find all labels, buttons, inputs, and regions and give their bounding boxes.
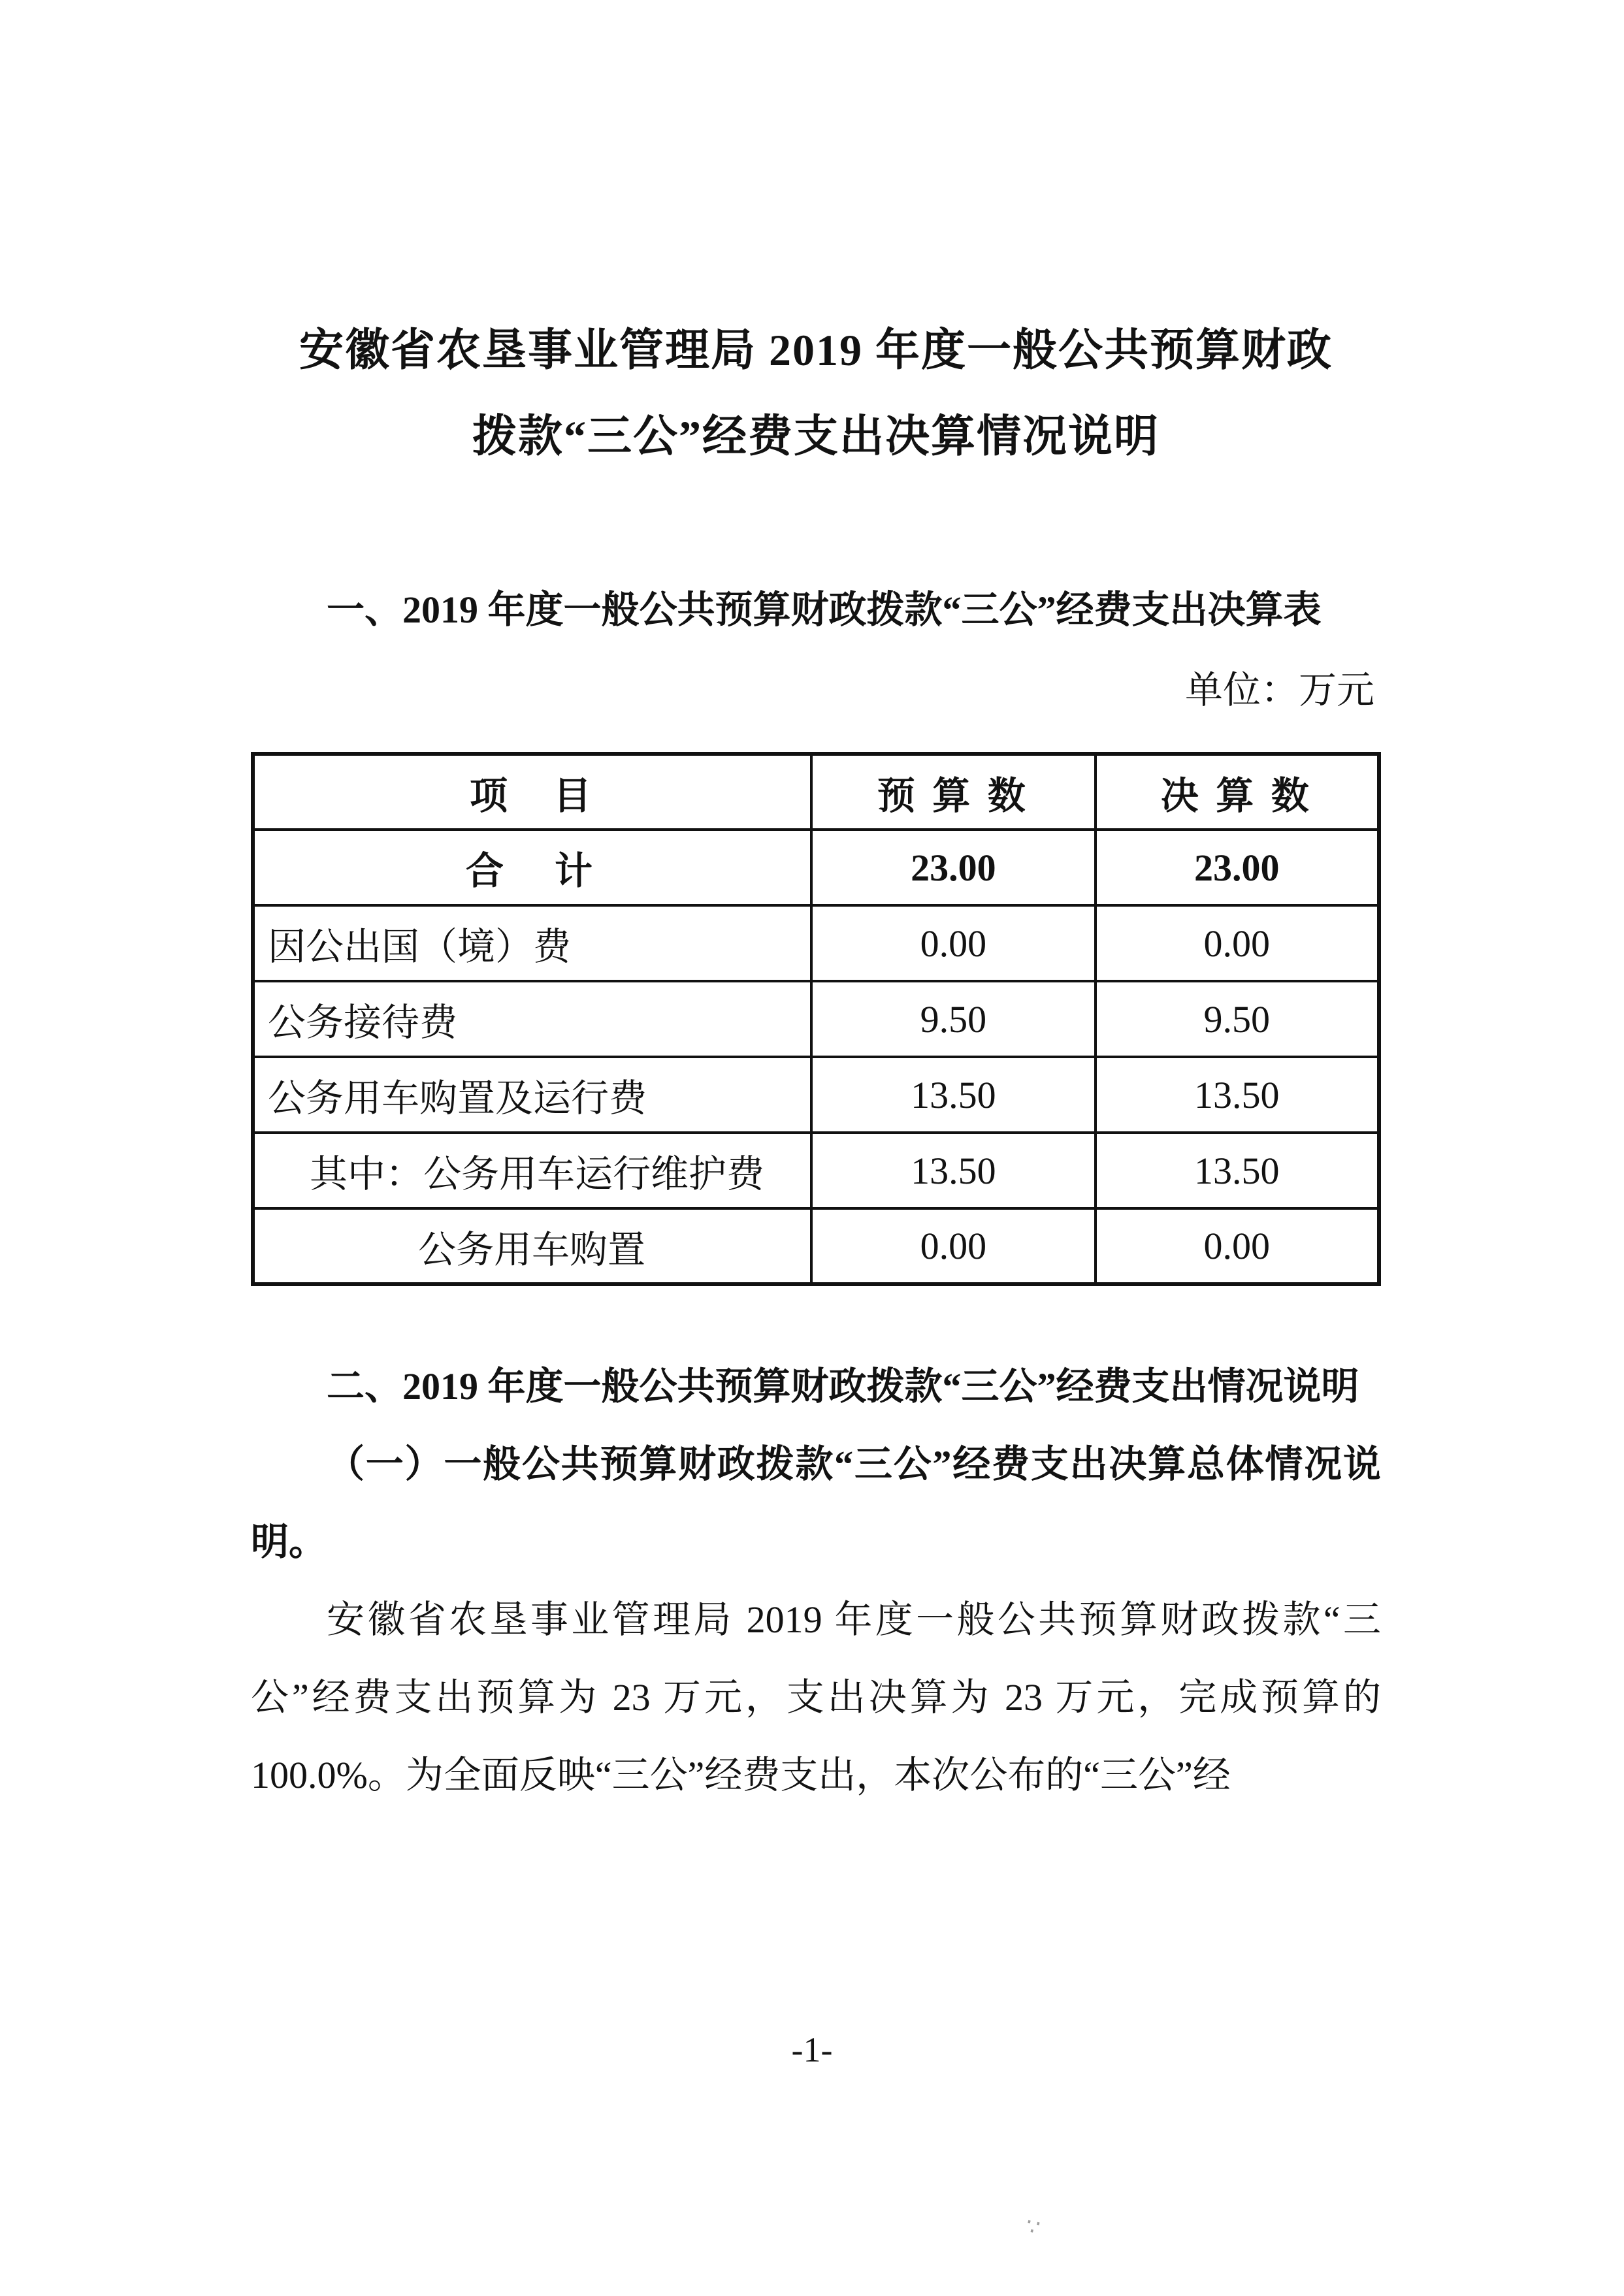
table-row-vehicle-operation	[253, 1133, 1379, 1208]
row-budget-value: 23.00	[811, 830, 1095, 905]
row-final-value: 13.50	[1096, 1133, 1379, 1208]
row-final-value: 0.00	[1096, 1208, 1379, 1284]
title-line-1: 安徽省农垦事业管理局 2019 年度一般公共预算财政	[299, 325, 1333, 375]
row-budget-value: 0.00	[811, 1208, 1095, 1284]
row-budget-value: 13.50	[811, 1057, 1095, 1133]
section1-heading: 一、2019 年度一般公共预算财政拨款“三公”经费支出决算表	[327, 589, 1322, 631]
table-row-abroad	[253, 905, 1379, 981]
budget-table	[251, 752, 1381, 1286]
row-item-label: 因公出国（境）费	[253, 905, 811, 981]
row-item-label: 合 计	[253, 830, 811, 905]
row-final-value: 23.00	[1096, 830, 1379, 905]
row-item-label: 公务用车购置及运行费	[253, 1057, 811, 1133]
col-header-item: 项 目	[253, 754, 811, 830]
subsection-heading: （一）一般公共预算财政拨款“三公”经费支出决算总体情况说明。	[251, 1443, 1381, 1563]
row-budget-value: 13.50	[811, 1133, 1095, 1208]
section2-heading: 二、2019 年度一般公共预算财政拨款“三公”经费支出情况说明	[327, 1365, 1359, 1408]
table-row-total	[253, 830, 1379, 905]
row-final-value: 9.50	[1096, 981, 1379, 1057]
table-row-vehicle-purchase	[253, 1208, 1379, 1284]
title-line-2: 拨款“三公”经费支出决算情况说明	[472, 412, 1160, 461]
row-final-value: 0.00	[1096, 905, 1379, 981]
col-header-final: 决 算 数	[1096, 754, 1379, 830]
table-row-vehicle-total	[253, 1057, 1379, 1133]
row-budget-value: 9.50	[811, 981, 1095, 1057]
scan-artifact: ∵	[1023, 2214, 1043, 2241]
col-header-budget: 预 算 数	[811, 754, 1095, 830]
row-budget-value: 0.00	[811, 905, 1095, 981]
table-header-row	[253, 754, 1379, 830]
row-final-value: 13.50	[1096, 1057, 1379, 1133]
page-number: -1-	[791, 2030, 833, 2069]
body-paragraph: 安徽省农垦事业管理局 2019 年度一般公共预算财政拨款“三公”经费支出预算为 23 万元，支出决算为 23 万元，完成预算的 100.0%。为全面反映“三公”经费支出，本次公布的“三公”经	[251, 1598, 1381, 1796]
row-item-label: 公务接待费	[253, 981, 811, 1057]
unit-label: 单位：万元	[1184, 669, 1374, 711]
document-title	[251, 307, 1381, 479]
table-row-reception	[253, 981, 1379, 1057]
row-item-label: 其中：公务用车运行维护费	[253, 1133, 811, 1208]
row-item-label: 公务用车购置	[253, 1208, 811, 1284]
